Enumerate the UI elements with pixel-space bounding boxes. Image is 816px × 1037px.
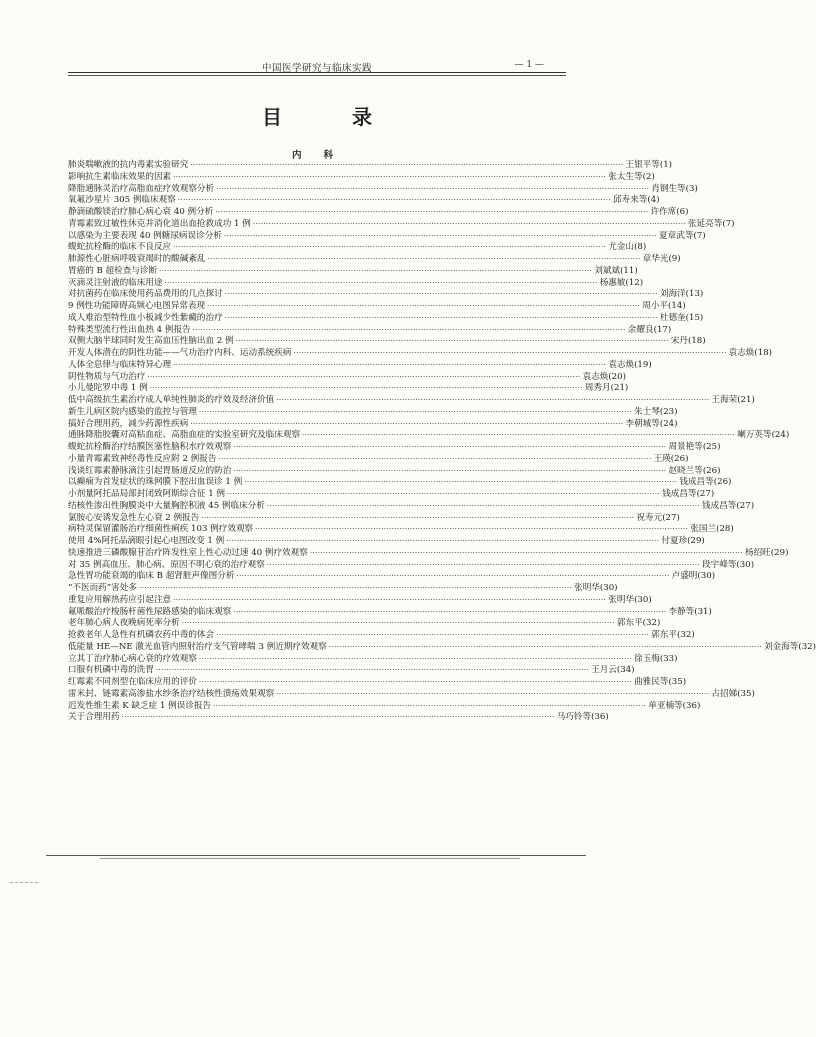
entry-title: 氯胺心安诱发急性左心衰 2 例报告 (68, 512, 200, 523)
title-char-1: 目 (262, 105, 282, 129)
entry-page: (13) (685, 289, 704, 300)
leader-dots (201, 513, 634, 525)
entry-author: 夏章武等 (659, 230, 694, 241)
leader-dots (244, 477, 677, 489)
leader-dots (216, 184, 649, 196)
toc-entry (68, 277, 644, 290)
entry-title: 人体全息律与临床特异心理 (68, 359, 172, 370)
entry-title: 急性胃功能衰竭的临床 B 超肾脏声像图分析 (68, 571, 235, 582)
leader-dots (178, 195, 611, 207)
entry-title: 结核性渗出性胸膜炎中大量胸腔积液 45 例临床分析 (68, 500, 265, 511)
entry-title: 红霉素不同剂型在临床应用的评价 (68, 677, 197, 687)
entry-title: 阴性物质与气功治疗 (68, 371, 146, 382)
scan-edge-mark (10, 882, 38, 883)
toc-entry (68, 453, 689, 466)
entry-author: 张明华 (608, 594, 635, 605)
header-rule-thin (68, 75, 566, 76)
toc-entry (68, 312, 704, 325)
entry-author: 钱成昌等 (679, 477, 714, 488)
entry-author: 李静等 (668, 606, 695, 617)
entry-title: 以感染为主要表现 40 例糖尿病误诊分析 (68, 230, 222, 241)
entry-title: 肺源性心脏病呼吸衰竭时的酸碱紊乱 (68, 254, 206, 264)
entry-author: 王月云 (591, 665, 617, 676)
leader-dots (193, 325, 626, 337)
entry-author: 袁志焕 (582, 371, 609, 382)
entry-title: 肺炎喘嗽液的抗内毒素实验研究 (68, 160, 189, 170)
toc-entry (68, 547, 789, 560)
toc-entry (68, 653, 678, 666)
entry-page: (21) (610, 383, 629, 394)
entry-page: (35) (668, 677, 687, 687)
entry-author: 余耀良 (627, 324, 654, 335)
entry-author: 钱成昌等 (662, 489, 697, 499)
entry-author: 刘金海等 (763, 641, 799, 652)
entry-title: 低能量 HE—NE 激光血管内照射治疗支气管哮喘 3 例近期疗效观察 (68, 641, 327, 652)
entry-page: (7) (693, 230, 706, 241)
leader-dots (225, 289, 658, 301)
leader-dots (293, 348, 726, 360)
leader-dots (156, 665, 589, 677)
toc-entry (68, 383, 629, 395)
toc-entry (68, 430, 790, 442)
entry-page: (23) (659, 406, 678, 417)
toc-entry (68, 606, 712, 619)
entry-title: 小剂量阿托品局部封闭致阿斯综合征 1 例 (68, 489, 226, 499)
toc-entry (68, 242, 647, 254)
leader-dots (213, 701, 646, 713)
entry-author: 王银平等 (625, 160, 660, 170)
entry-title: 立其丁治疗肺心病心衰的疗效观察 (68, 653, 197, 664)
entry-title: 蝮蛇抗栓酶治疗结膜医塞性脑积水疗效观察 (68, 442, 232, 452)
entry-title: 成人难治型特性血小板减少性紫癜的治疗 (68, 312, 223, 323)
entry-title: 老年肺心病人夜晚病死率分析 (68, 618, 180, 629)
leader-dots (215, 207, 648, 219)
entry-page: (30) (697, 571, 716, 582)
toc-entry (68, 700, 701, 713)
entry-page: (26) (713, 477, 732, 488)
toc-entry (68, 183, 698, 196)
entry-page: (19) (634, 359, 652, 370)
entry-title: 开发人体潜在的阴性功能——气功治疗内科、运动系统疾病 (68, 348, 292, 358)
entry-author: 邱寿来等 (612, 195, 648, 206)
leader-dots (310, 548, 743, 560)
entry-title: 低中高级抗生素治疗成人单纯性肺炎的疗效及经济价值 (68, 395, 275, 405)
toc-entry (68, 195, 660, 207)
toc-entry (68, 371, 626, 384)
entry-author: 卢盛明 (671, 571, 698, 582)
leader-dots (225, 313, 658, 325)
leader-dots (218, 454, 651, 466)
leader-dots (207, 301, 640, 313)
entry-author: 占招娣 (711, 688, 738, 699)
entry-title: 特殊类型流行性出血热 4 例报告 (68, 324, 191, 335)
entry-author: 杨绍旺 (744, 547, 771, 558)
entry-title: 通脉降脂胶囊对高粘血症、高脂血症的实验室研究及临床观察 (68, 430, 301, 441)
leader-dots (267, 501, 700, 513)
entry-author: 单亚楠等 (648, 700, 683, 711)
footer-rule-thin (100, 858, 520, 859)
toc-entry (68, 406, 678, 419)
entry-author: 曲雅民等 (634, 677, 669, 687)
entry-title: 静滴硫酸镁治疗肺心病心衰 40 例分析 (68, 207, 214, 217)
entry-author: 赵晓兰等 (668, 465, 703, 476)
leader-dots (199, 407, 632, 419)
entry-author: 尤金山 (608, 242, 635, 253)
entry-page: (4) (647, 195, 660, 206)
entry-author: 张明华 (574, 583, 600, 593)
toc-entry (68, 571, 716, 583)
leader-dots (226, 536, 659, 548)
page-number: — 1 — (514, 60, 544, 70)
entry-page: (35) (737, 688, 755, 699)
header-rule (68, 72, 566, 73)
entry-author: 朱士琴 (634, 406, 660, 417)
leader-dots (216, 630, 649, 642)
leader-dots (199, 677, 632, 689)
entry-page: (9) (668, 254, 681, 264)
entry-title: 氧氟沙星片 305 例临床观察 (68, 195, 176, 206)
entry-author: 肖钢生等 (651, 183, 686, 194)
leader-dots (276, 395, 709, 407)
entry-page: (25) (702, 442, 721, 452)
title-char-2: 录 (352, 105, 372, 129)
toc-entry (68, 359, 652, 372)
entry-author: 刘海洋 (659, 289, 686, 300)
entry-page: (8) (634, 242, 647, 253)
leader-dots (199, 654, 632, 666)
leader-dots (173, 595, 606, 607)
entry-page: (18) (754, 348, 773, 358)
entry-title: 对抗菌药在临床使用药品费用的几点探讨 (68, 289, 223, 300)
toc-list (68, 160, 816, 724)
entry-author: 许作席 (650, 207, 677, 217)
entry-title: 雷米封、链霉素高渗盐水纱条治疗结核性溃疡效果观察 (68, 688, 275, 699)
entry-author: 周小平 (642, 301, 669, 311)
toc-entry (68, 301, 686, 313)
entry-page: (14) (668, 301, 686, 311)
toc-entry (68, 171, 655, 184)
entry-author: 宋丹 (670, 336, 688, 347)
entry-title: 降脂通脉灵治疗高脂血症疗效观察分析 (68, 183, 215, 194)
entry-author: 李朝城等 (625, 418, 660, 429)
leader-dots (182, 618, 615, 630)
entry-author: 王海荣 (711, 395, 738, 405)
leader-dots (227, 489, 660, 501)
entry-page: (21) (737, 395, 755, 405)
entry-page: (3) (685, 183, 698, 194)
leader-dots (165, 278, 598, 290)
entry-title: 快速推进三磷酸腺苷治疗阵发性室上性心动过速 40 例疗效观察 (68, 547, 308, 558)
entry-title: 口服有机磷中毒的洗胃 (68, 665, 154, 676)
leader-dots (224, 231, 657, 243)
leader-dots (267, 560, 700, 572)
entry-page: (32) (677, 630, 695, 640)
entry-author: 张太生等 (608, 171, 643, 182)
entry-title: 使用 4%阿托品滴眼引起心电图改变 1 例 (68, 536, 225, 546)
entry-title: 重复应用解热药应引起注意 (68, 594, 172, 605)
toc-entry (68, 512, 680, 525)
leader-dots (233, 607, 666, 619)
toc-entry (68, 489, 715, 501)
leader-dots (173, 242, 606, 254)
entry-title: 关于合理用药 (68, 712, 120, 723)
entry-page: (12) (625, 277, 644, 288)
leader-dots (236, 336, 669, 348)
entry-page: (15) (685, 312, 704, 323)
entry-page: (30) (599, 583, 618, 593)
toc-entry (68, 559, 755, 572)
entry-page: (27) (696, 489, 715, 499)
toc-entry (68, 712, 609, 724)
entry-author: 王瑛 (653, 453, 671, 464)
entry-author: 张延亮等 (687, 218, 723, 229)
footer-rule (46, 855, 586, 856)
entry-title: 小儿曼陀罗中毒 1 例 (68, 383, 148, 394)
toc-entry (68, 207, 689, 219)
entry-author: 周秀月 (584, 383, 611, 394)
entry-title: 青霉素致过敏性休克并消化道出血抢救成功 1 例 (68, 218, 251, 229)
entry-page: (26) (670, 453, 689, 464)
entry-author: 钱成昌等 (702, 500, 737, 511)
entry-author: 袁志焕 (608, 359, 635, 370)
leader-dots (208, 254, 641, 266)
entry-page: (32) (642, 618, 661, 629)
leader-dots (236, 571, 669, 583)
toc-entry (68, 500, 755, 513)
entry-title: 蝮蛇抗栓酶的临床不良反应 (68, 242, 172, 253)
entry-title: 氟哌酸治疗梭肠杆菌性尿路感染的临床观察 (68, 606, 232, 617)
toc-entry (68, 618, 661, 630)
entry-title: 灭滴灵注射液的临床用途 (68, 277, 163, 288)
toc-entry (68, 254, 681, 266)
entry-page: (28) (716, 524, 734, 535)
entry-author: 杜德奎 (659, 312, 686, 323)
toc-entry (68, 442, 721, 454)
entry-title: 搞好合理用药，减少药源性疾病 (68, 418, 189, 429)
entry-title: 小量青霉素致神经毒性反应附 2 例报告 (68, 453, 217, 464)
entry-author: 徐玉梅 (634, 653, 660, 664)
entry-page: (20) (608, 371, 626, 382)
entry-title: 双侧大脑半球同时发生高血压性脑出血 2 例 (68, 336, 234, 347)
leader-dots (173, 360, 606, 372)
entry-page: (6) (676, 207, 689, 217)
entry-author: 袁志焕 (728, 348, 755, 358)
entry-page: (36) (591, 712, 609, 723)
leader-dots (190, 160, 623, 172)
toc-entry (68, 630, 695, 642)
entry-author: 郭东平 (651, 630, 678, 640)
entry-author: 刘斌斌 (594, 265, 621, 276)
leader-dots (122, 712, 555, 724)
leader-dots (302, 430, 735, 442)
entry-page: (17) (653, 324, 672, 335)
entry-page: (27) (662, 512, 680, 523)
toc-entry (68, 289, 704, 301)
toc-entry (68, 324, 672, 337)
toc-entry (68, 348, 773, 360)
entry-page: (30) (634, 594, 652, 605)
entry-page: (24) (659, 418, 678, 429)
toc-entry (68, 218, 735, 231)
leader-dots (329, 642, 762, 654)
entry-author: 郭东平 (616, 618, 643, 629)
toc-entry (68, 230, 706, 243)
entry-title: 9 例性功能障碍高频心电图异常表现 (68, 301, 206, 311)
entry-author: 章华光 (642, 254, 669, 264)
entry-title: 对 35 例高血压、肺心病、原因不明心衰的治疗观察 (68, 559, 265, 570)
leader-dots (139, 583, 572, 595)
entry-page: (29) (687, 536, 705, 546)
leader-dots (173, 172, 606, 184)
entry-page: (11) (620, 265, 638, 276)
page-title (0, 101, 713, 129)
entry-author: 马巧铃等 (556, 712, 592, 723)
leader-dots (276, 689, 709, 701)
entry-title: 病特灵保留灌肠治疗细菌性痢疾 103 例疗效观察 (68, 524, 254, 535)
entry-page: (34) (616, 665, 635, 676)
toc-entry (68, 265, 638, 278)
entry-author: 周景艳等 (668, 442, 703, 452)
toc-entry (68, 677, 687, 689)
entry-page: (18) (687, 336, 706, 347)
leader-dots (253, 219, 686, 231)
leader-dots (255, 524, 688, 536)
toc-entry (68, 583, 618, 595)
entry-title: 迟发性维生素 K 缺乏症 1 例误诊报告 (68, 700, 212, 711)
leader-dots (147, 372, 580, 384)
toc-entry (68, 641, 816, 654)
entry-author: 杨惠敏 (599, 277, 626, 288)
entry-page: (24) (771, 430, 790, 441)
toc-entry (68, 665, 635, 677)
entry-author: 喇万英等 (737, 430, 772, 441)
leader-dots (159, 266, 592, 278)
entry-page: (31) (694, 606, 712, 617)
entry-page: (26) (702, 465, 721, 476)
entry-title: 新生儿病区院内感染的监控与管理 (68, 406, 197, 417)
journal-title: 中国医学研究与临床实践 (261, 63, 372, 74)
entry-page: (33) (659, 653, 678, 664)
leader-dots (190, 419, 623, 431)
entry-title: 抢救老年人急性有机磷农药中毒的体会 (68, 630, 215, 640)
leader-dots (233, 466, 666, 478)
toc-entry (68, 477, 732, 489)
entry-title: 以癫痫为首发症状的珠网膜下腔出血误诊 1 例 (68, 477, 243, 488)
leader-dots (150, 383, 583, 395)
toc-entry (68, 524, 734, 536)
entry-page: (27) (736, 500, 755, 511)
entry-author: 段宇峰等 (702, 559, 737, 570)
entry-page: (1) (659, 160, 673, 170)
entry-page: (32) (798, 641, 816, 652)
entry-author: 祝寿元 (636, 512, 663, 523)
entry-page: (29) (770, 547, 789, 558)
entry-title: “不医而药”害处多 (68, 583, 137, 593)
toc-entry (68, 465, 721, 478)
toc-entry (68, 688, 755, 701)
entry-page: (36) (682, 700, 701, 711)
entry-page: (2) (642, 171, 655, 182)
section-label: 内科 (292, 150, 356, 161)
entry-page: (30) (736, 559, 755, 570)
entry-title: 影响抗生素临床效果的因素 (68, 171, 172, 182)
entry-title: 胃癌的 B 超检查与诊断 (68, 265, 158, 276)
entry-title: 浅谈红霉素静脉滴注引起胃肠道反应的防治 (68, 465, 232, 476)
toc-entry (68, 536, 705, 548)
toc-entry (68, 336, 706, 348)
entry-author: 付夏珍 (661, 536, 688, 546)
running-head (68, 60, 566, 72)
entry-page: (7) (722, 218, 735, 229)
toc-entry (68, 160, 673, 172)
leader-dots (233, 442, 666, 454)
toc-entry (68, 395, 755, 407)
entry-author: 张国兰 (690, 524, 717, 535)
toc-entry (68, 418, 678, 431)
toc-entry (68, 594, 652, 607)
